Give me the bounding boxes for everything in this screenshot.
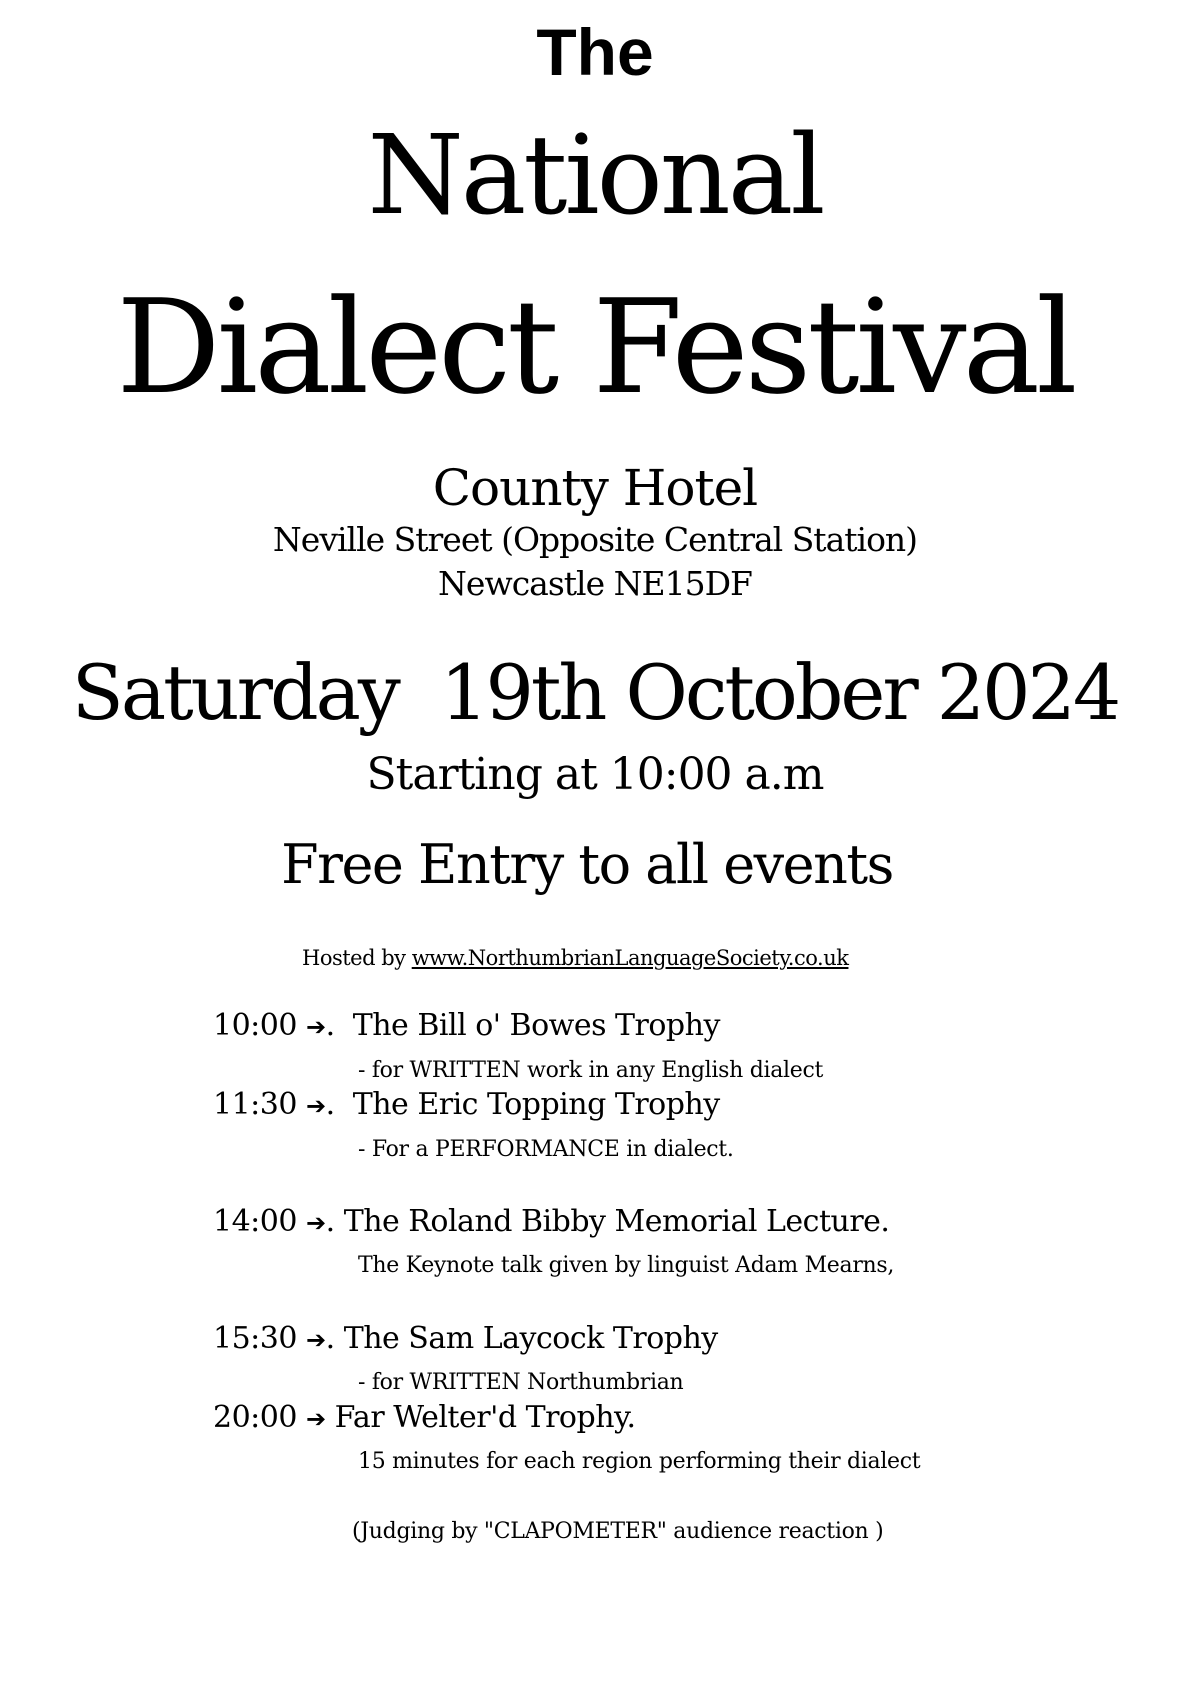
schedule-title: The Roland Bibby Memorial Lecture. [343,1204,890,1239]
schedule-item-bill-o-bowes [213,1006,720,1047]
venue-city: Newcastle NE15DF [438,564,752,603]
title-the: The [536,15,654,89]
title-national: National [367,111,823,239]
society-website-link[interactable]: www.NorthumbrianLanguageSociety.co.uk [411,946,849,970]
schedule-title: The Bill o' Bowes Trophy [352,1008,720,1043]
schedule-item-sam-laycock [213,1319,718,1360]
schedule-time: 20:00 [213,1400,306,1435]
title-dialect-festival: Dialect Festival [116,271,1074,423]
schedule-detail: - for WRITTEN Northumbrian [358,1370,684,1395]
hosted-by-label: Hosted by [302,946,412,970]
schedule-separator: . [325,1087,353,1122]
schedule-detail: - For a PERFORMANCE in dialect. [358,1137,734,1162]
arrow-right-icon: ➔ [306,1209,326,1237]
schedule-item-eric-topping [213,1085,720,1126]
arrow-right-icon: ➔ [306,1405,326,1433]
schedule-separator: . [325,1204,344,1239]
schedule-time: 15:30 [213,1321,306,1356]
venue-name: County Hotel [432,459,758,517]
schedule-item-roland-bibby [213,1202,889,1243]
schedule-detail: The Keynote talk given by linguist Adam Mearns, [358,1253,895,1278]
free-entry-notice: Free Entry to all events [281,833,893,896]
schedule-detail: 15 minutes for each region performing their dialect [358,1449,921,1474]
schedule-title: The Eric Topping Trophy [352,1087,720,1122]
event-start-time: Starting at 10:00 a.m [366,749,824,800]
arrow-right-icon: ➔ [306,1326,326,1354]
arrow-right-icon: ➔ [306,1092,326,1120]
event-date: Saturday 19th October 2024 [71,648,1119,737]
schedule-time: 14:00 [213,1204,306,1239]
schedule-separator: . [325,1008,353,1043]
schedule-time: 11:30 [213,1087,306,1122]
schedule-title: The Sam Laycock Trophy [343,1321,718,1356]
hosted-by-line [302,943,848,973]
schedule-separator: . [325,1321,344,1356]
schedule-separator [326,1400,335,1435]
schedule-title: Far Welter'd Trophy. [334,1400,636,1435]
judging-note: (Judging by "CLAPOMETER" audience reaction ) [352,1519,884,1544]
schedule-detail: - for WRITTEN work in any English dialect [358,1058,824,1083]
schedule-time: 10:00 [213,1008,306,1043]
schedule-item-far-welterd [213,1398,636,1439]
venue-street: Neville Street (Opposite Central Station) [272,520,918,559]
arrow-right-icon: ➔ [306,1013,326,1041]
